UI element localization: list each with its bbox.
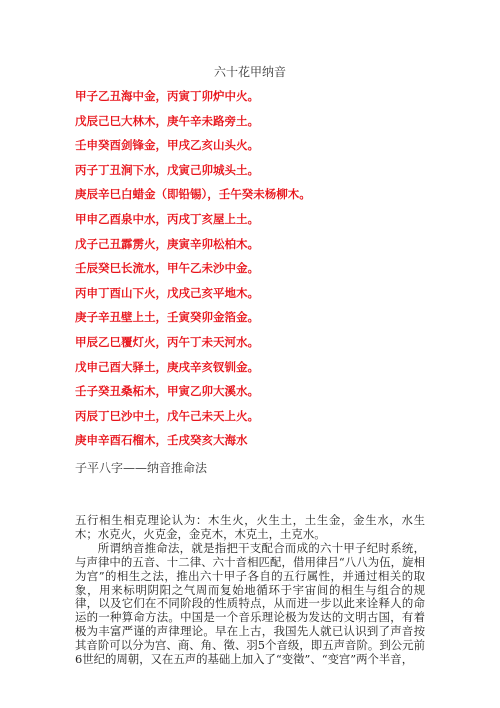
nayin-pair-line: 壬子癸丑桑柘木，甲寅乙卯大溪水。 [75,384,259,399]
nayin-pair-line: 戊辰己巳大林木，庚午辛未路旁土。 [75,113,259,128]
nayin-pair-line: 丙辰丁巳沙中土，戊午己未天上火。 [75,408,259,423]
section-subheading: 子平八字——纳音推命法 [75,461,208,475]
nayin-pair-line: 丙子丁丑涧下水，戊寅己卯城头土。 [75,162,259,177]
paragraph-wuxing-theory: 五行相生相克理论认为：木生火，火生土，土生金，金生水，水生木；水克火，火克金，金克木，木克土，土克水。 [75,513,425,541]
nayin-pair-line: 庚辰辛巳白蜡金（即铅锡），壬午癸未杨柳木。 [75,187,311,202]
paragraph-nayin-method: 所谓纳音推命法，就是指把干支配合而成的六十甲子纪时系统，与声律中的五音、十二律、六十音相匹配，借用律吕“八八为伍，旋相为宫”的相生之法，推出六十甲子各自的五行属性，并通过相关的取象，用来标明阴阳之气周而复始地循环于宇宙间的相生与组合的规律，以及它们在不同阶段的性质特点，从而进一步以此来诠释人的命运的一种算命方法。中国是一个音乐理论极为发达的文明古国，有着极为丰富严谨的声律理论。早在上古，我国先人就已认识到了声音按其音阶可以分为宫、商、角、徵、羽5个音级，即五声音阶。到公元前6世纪的周朝，又在五声的基础上加入了“变徵”、“变宫”两个半音， [75,540,425,667]
nayin-pair-line: 庚子辛丑壁上土，壬寅癸卯金箔金。 [75,310,259,325]
nayin-pair-line: 甲辰乙巳覆灯火，丙午丁未天河水。 [75,334,259,349]
nayin-pair-line: 甲子乙丑海中金，丙寅丁卯炉中火。 [75,89,259,103]
nayin-pair-line: 壬辰癸巳长流水，甲午乙未沙中金。 [75,261,259,276]
document-title: 六十花甲纳音 [213,65,286,79]
nayin-pair-line: 戊子己丑霹雳火，庚寅辛卯松柏木。 [75,236,259,251]
nayin-pair-line: 丙申丁酉山下火，戊戌己亥平地木。 [75,285,259,300]
body-text [75,514,425,667]
nayin-pair-line: 壬申癸酉剑锋金，甲戌乙亥山头火。 [75,138,259,153]
nayin-pair-line: 庚申辛酉石榴木，壬戌癸亥大海水 [75,433,248,448]
nayin-pair-line: 戊申己酉大驿土，庚戌辛亥钗钏金。 [75,359,259,374]
nayin-pair-list [75,88,435,457]
nayin-pair-line: 甲申乙酉泉中水，丙戌丁亥屋上土。 [75,211,259,226]
